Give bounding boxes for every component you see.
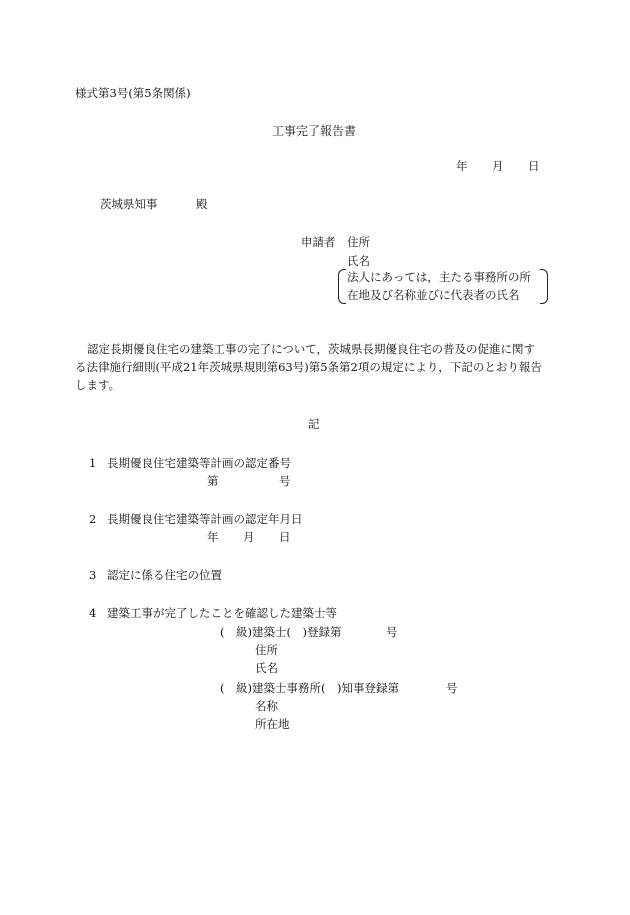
applicant-name-label: 氏名 [347,254,370,268]
page-title: 工事完了報告書 [272,124,357,138]
item2-month: 月 [243,530,255,544]
item2-number: 2 [89,512,97,526]
body-line3: します。 [75,378,121,392]
architect-address-label: 住所 [255,643,278,657]
architect-registration-line: ( 級)建築士( )登録第 [220,625,342,639]
office-name-label: 名称 [255,699,278,713]
date-month-label: 月 [492,159,504,173]
office-registration-suffix: 号 [446,681,458,695]
item3-number: 3 [89,568,97,582]
item1-prefix: 第 [207,474,219,488]
office-location-label: 所在地 [255,717,290,731]
ki-label: 記 [308,417,320,431]
left-bracket [338,269,346,304]
corporate-note-line2: 在地及び名称並びに代表者の氏名 [347,288,520,302]
item2-year: 年 [207,530,219,544]
item1-number: 1 [89,456,97,470]
applicant-address-label: 住所 [347,235,370,249]
item1-suffix: 号 [279,474,291,488]
right-bracket [540,269,548,304]
honorific: 殿 [196,197,208,211]
date-day-label: 日 [528,159,540,173]
item4-text: 建築工事が完了したことを確認した建築士等 [107,606,337,620]
date-year-label: 年 [456,159,468,173]
architect-registration-suffix: 号 [386,625,398,639]
body-line2: る法律施行細則(平成21年茨城県規則第63号)第5条第2項の規定により，下記のとおり報告 [75,360,542,374]
form-number-label: 様式第3号(第5条関係) [75,86,191,100]
item2-text: 長期優良住宅建築等計画の認定年月日 [107,512,303,526]
item1-text: 長期優良住宅建築等計画の認定番号 [107,456,291,470]
body-line1: 認定長期優良住宅の建築工事の完了について，茨城県長期優良住宅の普及の促進に関す [87,342,536,356]
architect-name-label: 氏名 [255,661,278,675]
addressee: 茨城県知事 [100,197,158,211]
item2-day: 日 [279,530,291,544]
applicant-label: 申請者 [301,235,336,249]
item4-number: 4 [89,606,97,620]
corporate-note-line1: 法人にあっては，主たる事務所の所 [347,270,531,284]
item3-text: 認定に係る住宅の位置 [107,568,222,582]
body-paragraph [75,340,555,394]
office-registration-line: ( 級)建築士事務所( )知事登録第 [220,681,399,695]
